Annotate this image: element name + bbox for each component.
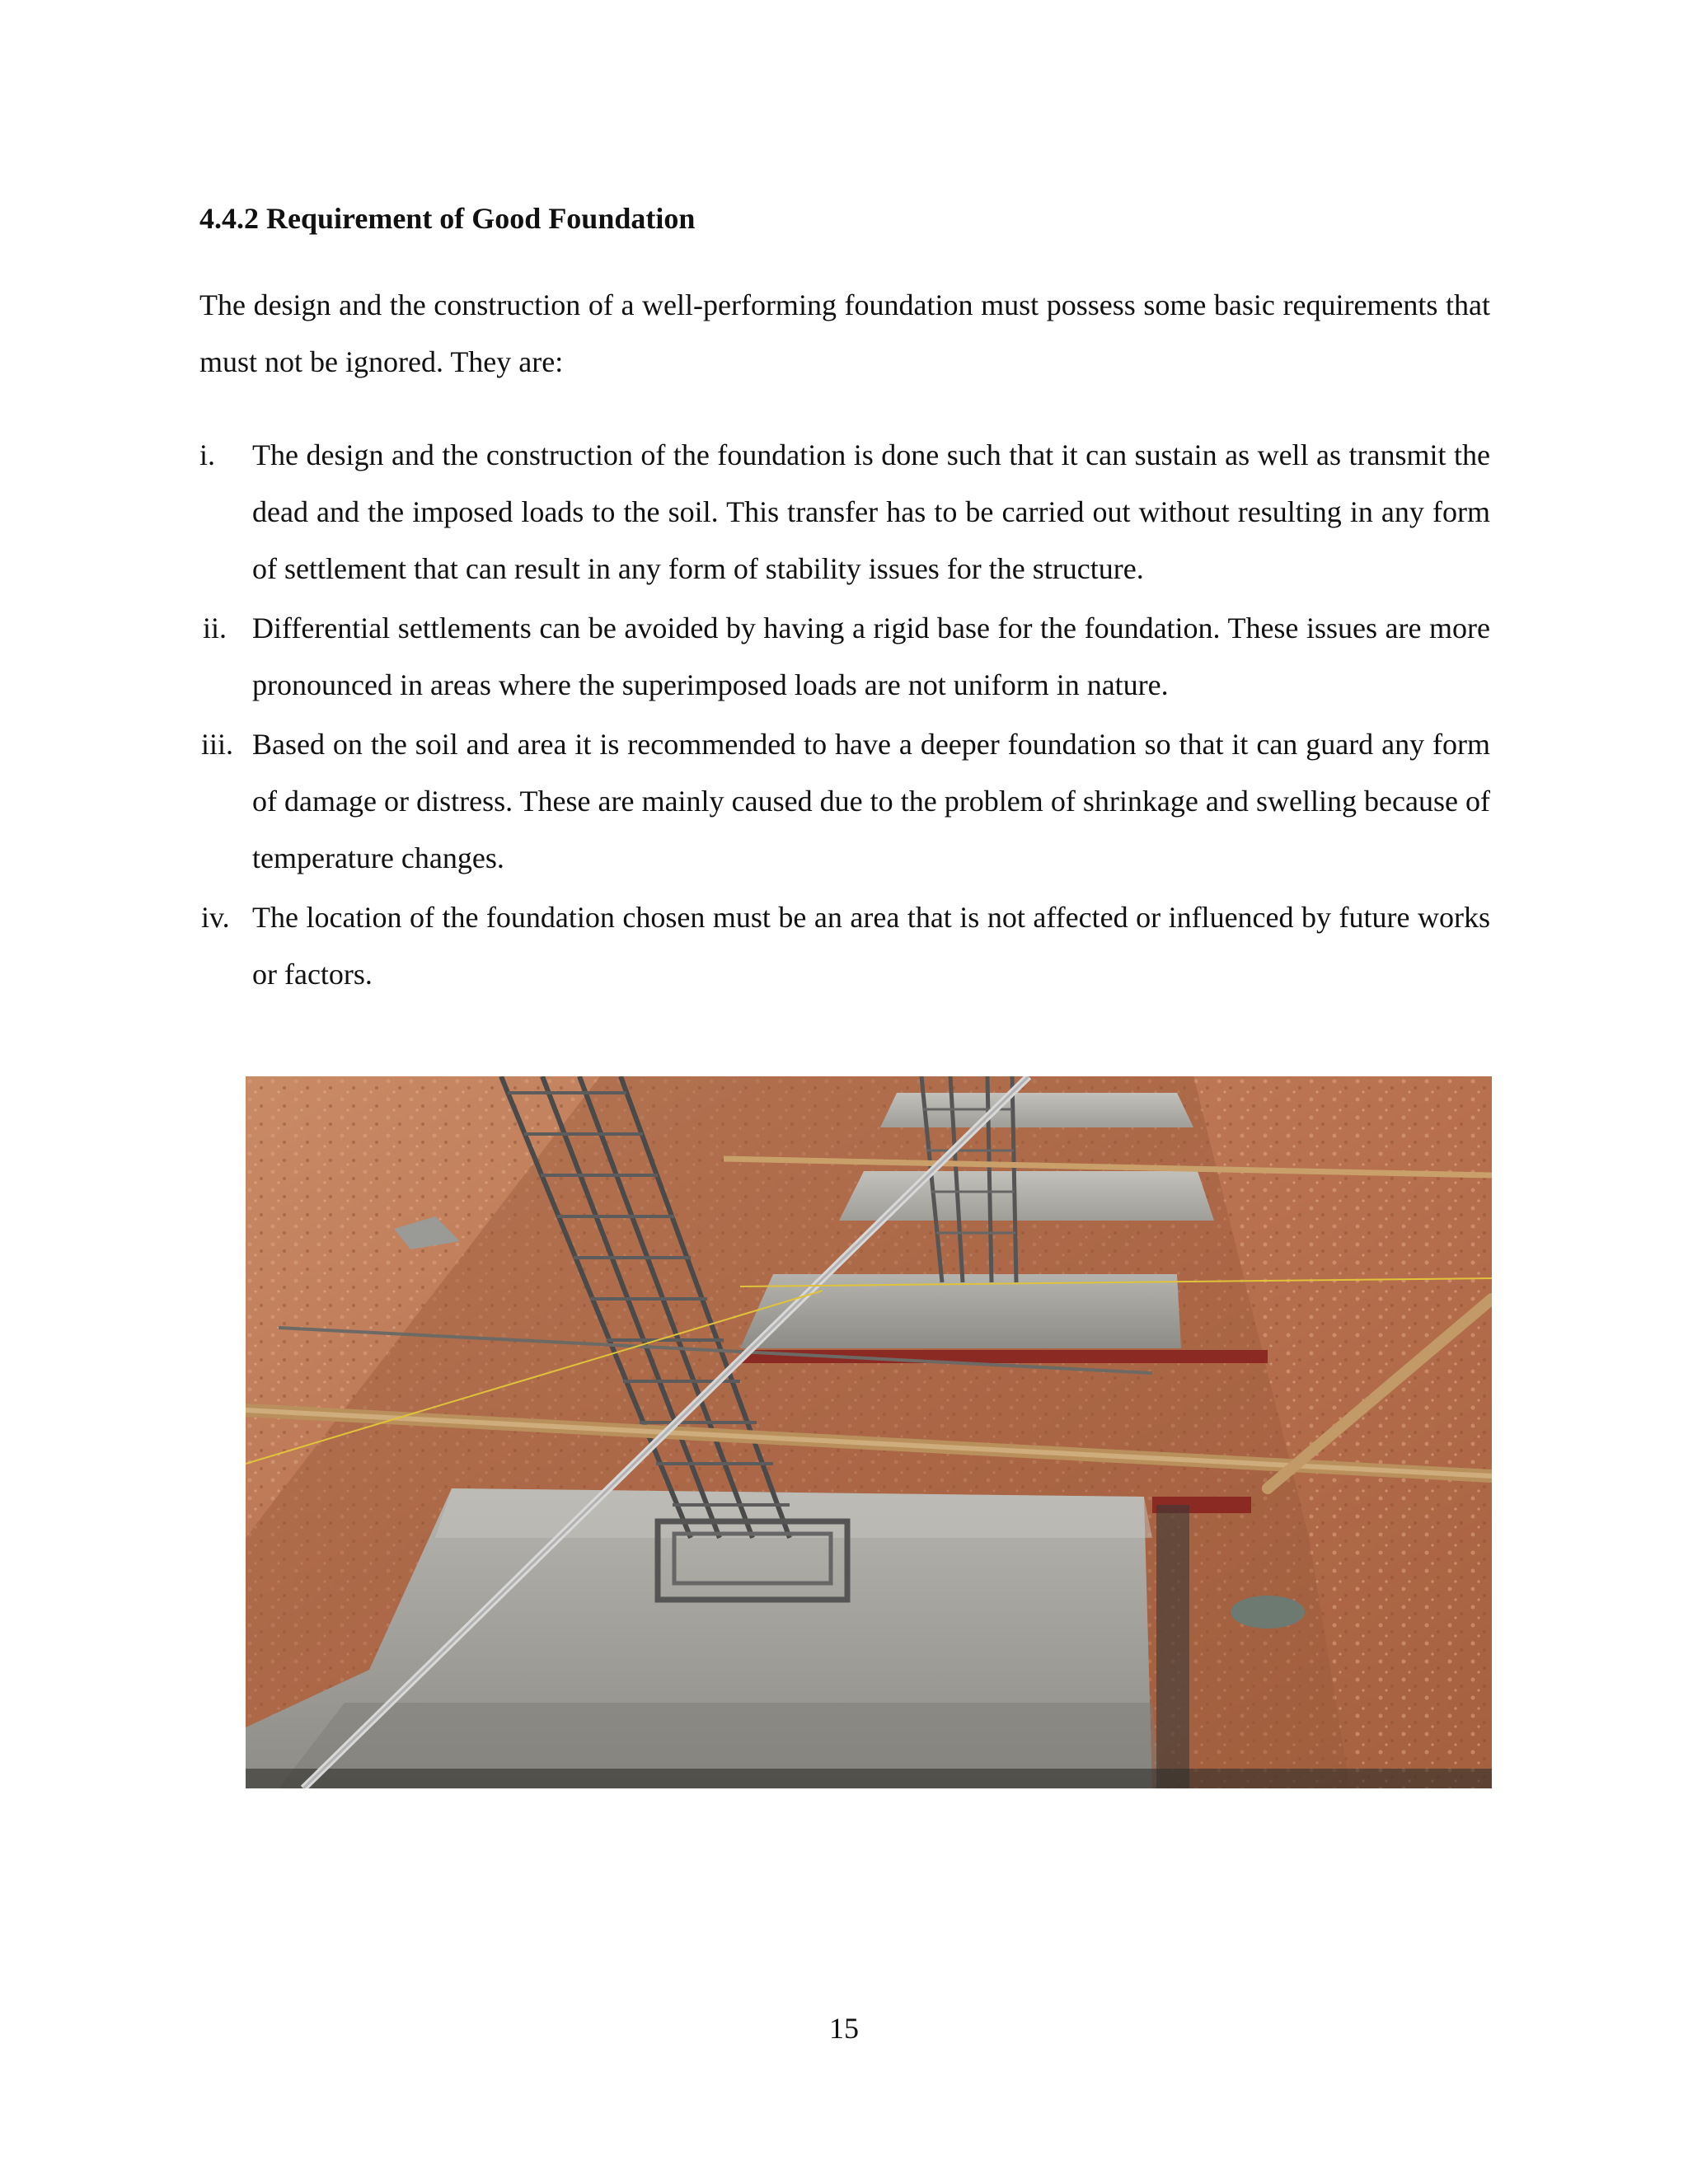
list-item bbox=[199, 427, 1490, 598]
page-number: 15 bbox=[829, 2012, 859, 2045]
requirements-list bbox=[199, 427, 1490, 1005]
list-item-text: The design and the construction of the foundation is done such that it can sustain as well as transmit the dead and the imposed loads to the soil. This transfer has to be carried out without resulting in any form of settlement that can result in any form of stability issues for the structure. bbox=[252, 438, 1490, 585]
list-item-text: Differential settlements can be avoided by having a rigid base for the foundation. These issues are more pronounced in areas where the superimposed loads are not uniform in nature. bbox=[252, 612, 1490, 701]
list-item bbox=[199, 716, 1490, 887]
foundation-photo bbox=[246, 1076, 1492, 1788]
list-marker: iii. bbox=[201, 728, 234, 761]
list-item bbox=[199, 889, 1490, 1003]
list-item-text: Based on the soil and area it is recommended to have a deeper foundation so that it can guard any form of damage or distress. These are mainly caused due to the problem of shrinkage and swelling because of temperature changes. bbox=[252, 728, 1490, 874]
intro-paragraph: The design and the construction of a well-performing foundation must possess some basic requirements that must not be ignored. They are: bbox=[199, 288, 1490, 378]
list-item-text: The location of the foundation chosen must be an area that is not affected or influenced by future works or factors. bbox=[252, 901, 1490, 991]
list-marker: iv. bbox=[201, 901, 230, 934]
list-marker: i. bbox=[199, 438, 216, 471]
section-heading: 4.4.2 Requirement of Good Foundation bbox=[199, 202, 696, 235]
list-marker: ii. bbox=[203, 612, 227, 644]
list-item bbox=[199, 600, 1490, 714]
